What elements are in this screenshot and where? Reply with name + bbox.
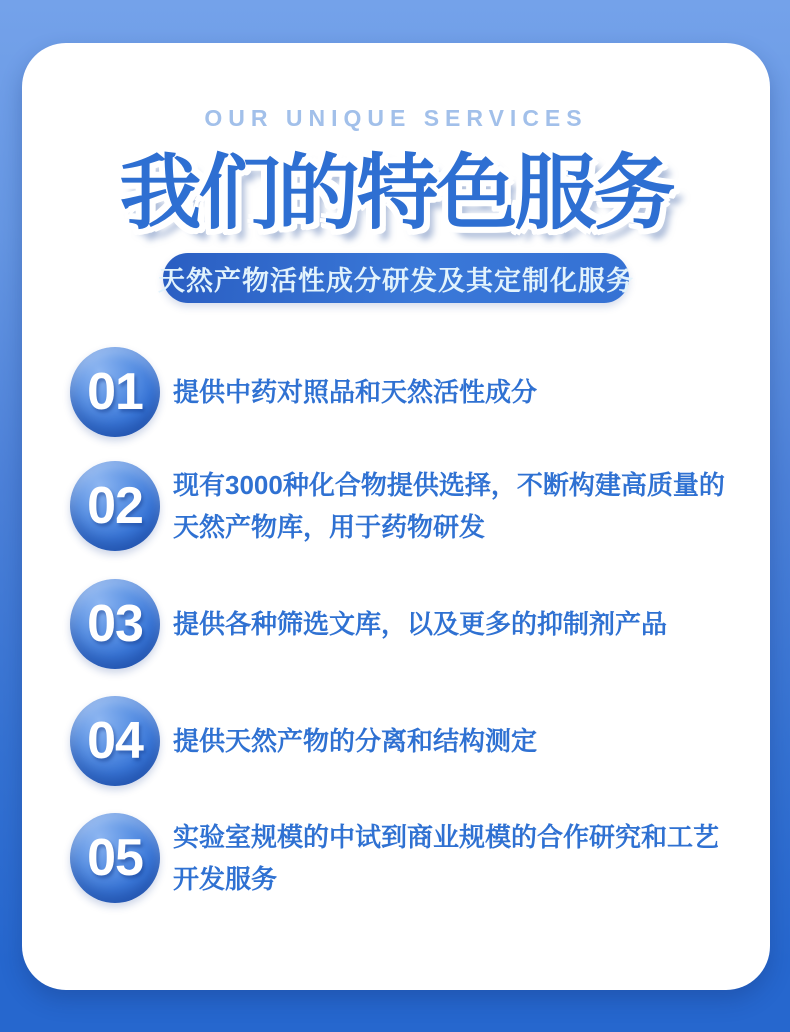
- service-number: 02: [87, 477, 143, 535]
- service-number-badge: [70, 461, 160, 551]
- service-number: 05: [87, 829, 143, 887]
- service-number: 04: [87, 712, 143, 770]
- service-text: 提供天然产物的分离和结构测定: [173, 726, 538, 756]
- eyebrow-text: OUR UNIQUE SERVICES: [204, 105, 588, 131]
- service-text: 提供各种筛选文库，以及更多的抑制剂产品: [173, 609, 668, 639]
- service-number-badge: [70, 579, 160, 669]
- service-item-04: [70, 696, 737, 786]
- subtitle-banner: [158, 253, 634, 303]
- service-text: 提供中药对照品和天然活性成分: [173, 377, 538, 407]
- service-number: 03: [87, 595, 143, 653]
- service-item-01: [70, 347, 737, 437]
- service-text: 实验室规模的中试到商业规模的合作研究和工艺开发服务: [173, 822, 720, 894]
- service-number: 01: [87, 363, 143, 421]
- service-number-badge: [70, 813, 160, 903]
- service-item-03: [70, 579, 737, 669]
- services-card: [22, 43, 770, 990]
- page-title: 我们的特色服务: [119, 148, 673, 239]
- service-number-badge: [70, 347, 160, 437]
- service-number-badge: [70, 696, 160, 786]
- subtitle-text: 天然产物活性成分研发及其定制化服务: [158, 265, 634, 296]
- service-text: 现有3000种化合物提供选择，不断构建高质量的天然产物库，用于药物研发: [173, 470, 725, 542]
- service-item-02: [70, 461, 737, 551]
- service-item-05: [70, 813, 737, 903]
